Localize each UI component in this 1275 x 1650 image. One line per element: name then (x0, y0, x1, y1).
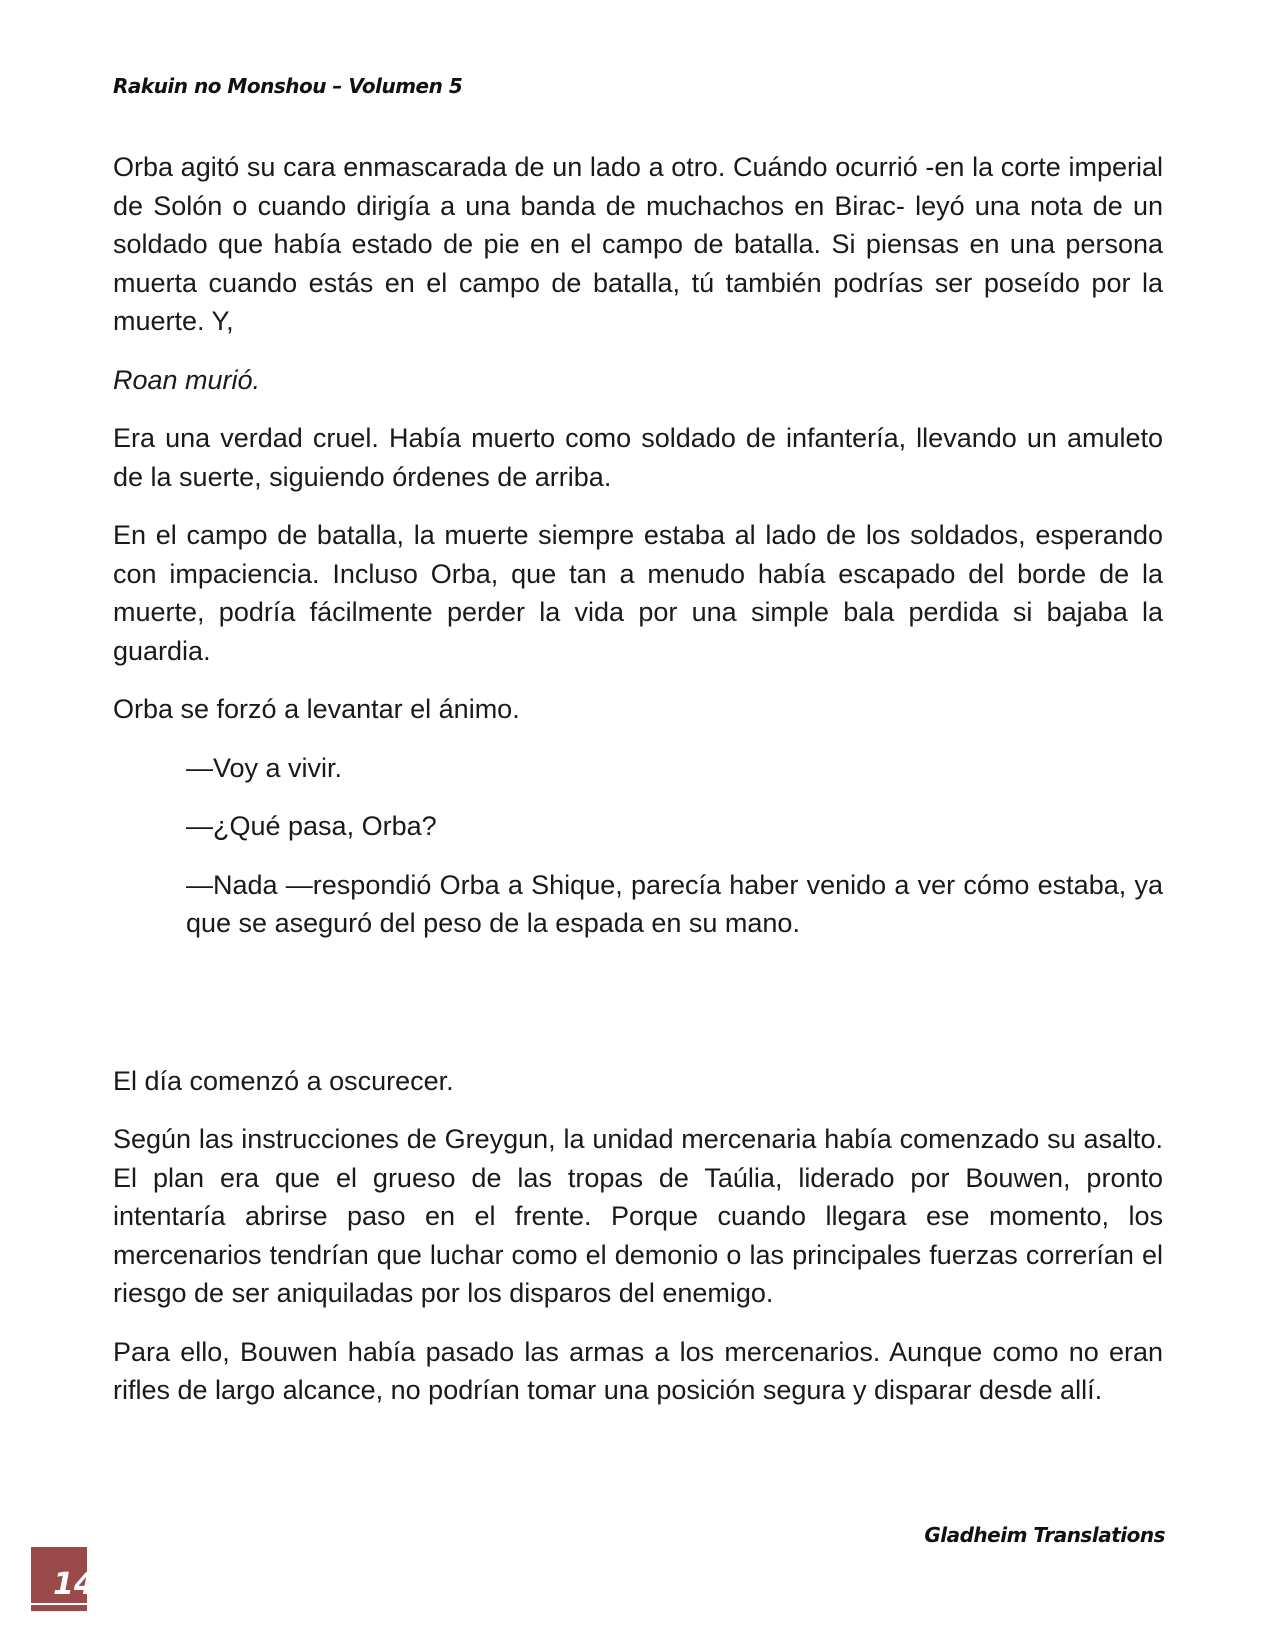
chapter-body (113, 148, 1163, 1430)
italic-paragraph: Roan murió. (113, 364, 261, 395)
paragraph: Era una verdad cruel. Había muerto como soldado de infantería, llevando un amuleto de la suerte, siguiendo órdenes de arriba. (113, 423, 1163, 492)
dialogue-line: —¿Qué pasa, Orba? (186, 811, 437, 841)
page-number-underline (31, 1603, 87, 1605)
paragraph: En el campo de batalla, la muerte siempre estaba al lado de los soldados, esperando con impaciencia. Incluso Orba, que tan a menudo había escapado del borde de la muerte, podría fácilmente perder la vida por una simple bala perdida si bajaba la guardia. (113, 520, 1163, 666)
dialogue-line: —Voy a vivir. (186, 752, 343, 783)
paragraph: Orba agitó su cara enmascarada de un lado a otro. Cuándo ocurrió -en la corte imperial de Solón o cuando dirigía a una banda de muchachos en Birac- leyó una nota de un soldado que había estado de pie en el campo de batalla. Si piensas en una persona muerta cuando estás en el campo de batalla, tú también podrías ser poseído por la muerte. Y, (113, 152, 1163, 336)
translator-credit: Gladheim Translations (924, 1523, 1165, 1547)
dialogue-line: —Nada —respondió Orba a Shique, parecía haber venido a ver cómo estaba, ya que se aseguró del peso de la espada en su mano. (186, 869, 1163, 938)
page-number-badge (31, 1547, 95, 1611)
paragraph: Orba se forzó a levantar el ánimo. (113, 694, 520, 724)
paragraph: El día comenzó a oscurecer. (113, 1065, 454, 1096)
paragraph: Para ello, Bouwen había pasado las armas a los mercenarios. Aunque como no eran rifles de largo alcance, no podrían tomar una posición segura y disparar desde allí. (113, 1336, 1163, 1405)
running-header: Rakuin no Monshou – Volumen 5 (113, 74, 463, 98)
scene-break (113, 963, 1163, 1062)
page-number: 14 (53, 1567, 95, 1602)
paragraph: Según las instrucciones de Greygun, la unidad mercenaria había comenzado su asalto. El plan era que el grueso de las tropas de Taúlia, liderado por Bouwen, pronto intentaría abrirse paso en el frente. Porque cuando llegara ese momento, los mercenarios tendrían que luchar como el demonio o las principales fuerzas correrían el riesgo de ser aniquiladas por los disparos del enemigo. (113, 1124, 1163, 1308)
